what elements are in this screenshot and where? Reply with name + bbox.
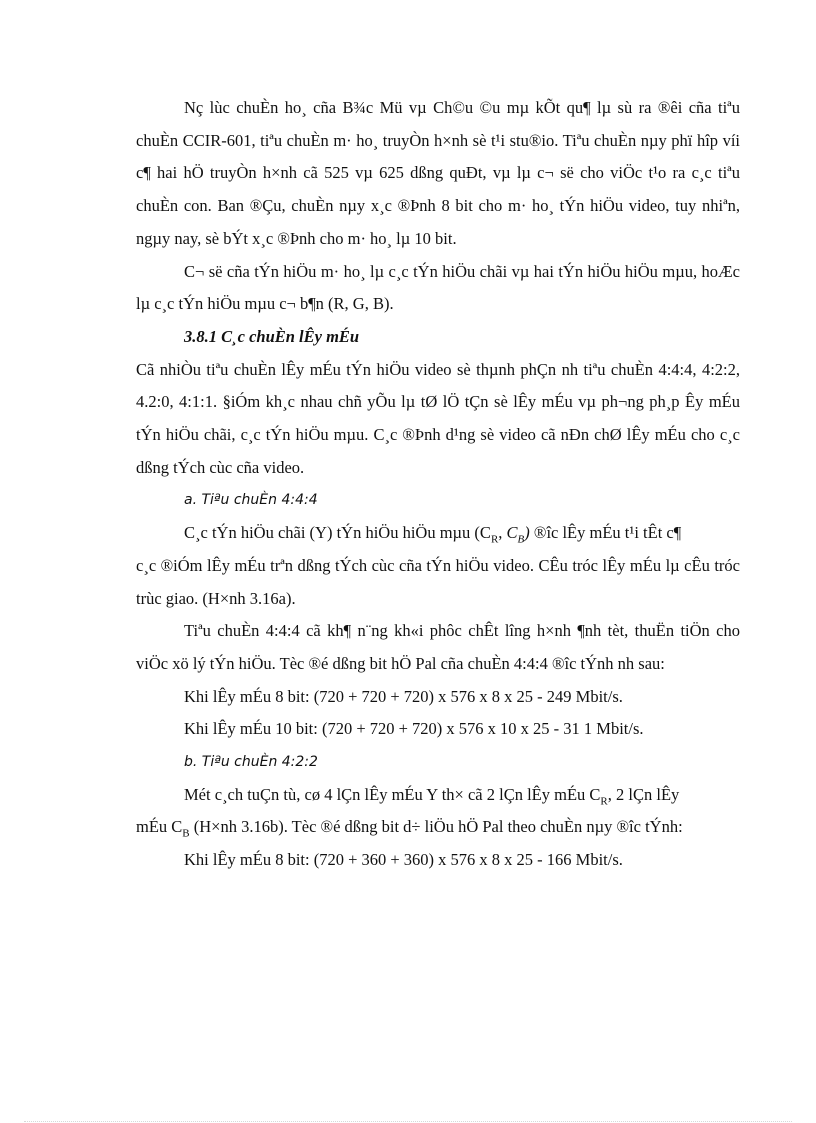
paragraph-422-sampling: Mét c¸ch tuÇn tù, cø 4 lÇn lÊy mÉu Y th× cã 2 lÇn lÊy mÉu $C_R$, 2 lÇn lÊy (184, 784, 680, 808)
section-heading: 3.8.1 C¸c chuÈn lÊy mÉu (184, 326, 360, 346)
paragraph-444-sampling: C¸c tÝn hiÖu chãi (Y) tÝn hiÖu hiÖu mµu ($C_R$, $C_B$) ®îc lÊy mÉu t¹i tÊt c¶ (184, 523, 682, 546)
subheading-444: a. Tiªu chuÈn 4:4:4 (184, 492, 318, 509)
paragraph-standards: Cã nhiÒu tiªu chuÈn lÊy mÉu tÝn hiÖu video sè thµnh phÇn nh tiªu chuÈn 4:4:4, 4:2:2, 4.2:0, 4:1:1. §iÓm kh¸c nhau chñ yÕu lµ tØ lÖ tÇn sè lÊy mÉu vµ ph¬ng ph¸p Êy mÉu tÝn hiÖu chãi, c¸c tÝn hiÖu mµu. C¸c ®Þnh d¹ng sè video cã nÐn chØ lÊy mÉu cho c¸c dßng tÝch cùc cña video. (136, 359, 740, 477)
page-bottom-rule (24, 1121, 792, 1122)
paragraph-intro: Nç lùc chuÈn ho¸ cña B¾c Mü vµ Ch©u ©u mµ kÕt qu¶ lµ sù ra ®êi cña tiªu chuÈn CCIR-601, tiªu chuÈn m· ho¸ truyÒn h×nh sè t¹i stu®io. Tiªu chuÈn nµy phï hîp víi c¶ hai hÖ truyÒn h×nh cã 525 vµ 625 dßng quÐt, vµ lµ c¬ së cho viÖc t¹o ra c¸c tiªu chuÈn con. Ban ®Çu, chuÈn nµy x¸c ®Þnh 8 bit cho m· ho¸ tÝn hiÖu video, tuy nhiªn, ngµy nay, sè bÝt x¸c ®Þnh cho m· ho¸ lµ 10 bit. (136, 98, 740, 248)
formula-444-10bit: Khi lÊy mÉu 10 bit: (720 + 720 + 720) x 576 x 10 x 25 - 31 1 Mbit/s. (184, 719, 644, 739)
subheading-422: b. Tiªu chuÈn 4:2:2 (184, 754, 318, 771)
paragraph-444-points: c¸c ®iÓm lÊy mÉu trªn dßng tÝch cùc cña tÝn hiÖu video. CÊu tróc lÊy mÉu lµ cÊu tróc trùc giao. (H×nh 3.16a). (136, 555, 740, 608)
paragraph-signals: C¬ së cña tÝn hiÖu m· ho¸ lµ c¸c tÝn hiÖu chãi vµ hai tÝn hiÖu hiÖu mµu, hoÆc lµ c¸c tÝn hiÖu mµu c¬ b¶n (R, G, B). (136, 261, 740, 314)
paragraph-422-rate: mÉu $C_B$ (H×nh 3.16b). Tèc ®é dßng bit d÷ liÖu hÖ Pal theo chuÈn nµy ®îc tÝnh: (136, 817, 683, 840)
formula-422-8bit: Khi lÊy mÉu 8 bit: (720 + 360 + 360) x 576 x 8 x 25 - 166 Mbit/s. (184, 850, 623, 870)
formula-444-8bit: Khi lÊy mÉu 8 bit: (720 + 720 + 720) x 576 x 8 x 25 - 249 Mbit/s. (184, 686, 623, 706)
paragraph-444-quality: Tiªu chuÈn 4:4:4 cã kh¶ n¨ng kh«i phôc chÊt lîng h×nh ¶nh tèt, thuËn tiÖn cho viÖc xö lý tÝn hiÖu. Tèc ®é dßng bit hÖ Pal cña chuÈn 4:4:4 ®îc tÝnh nh sau: (136, 621, 740, 673)
document-body (136, 92, 740, 877)
